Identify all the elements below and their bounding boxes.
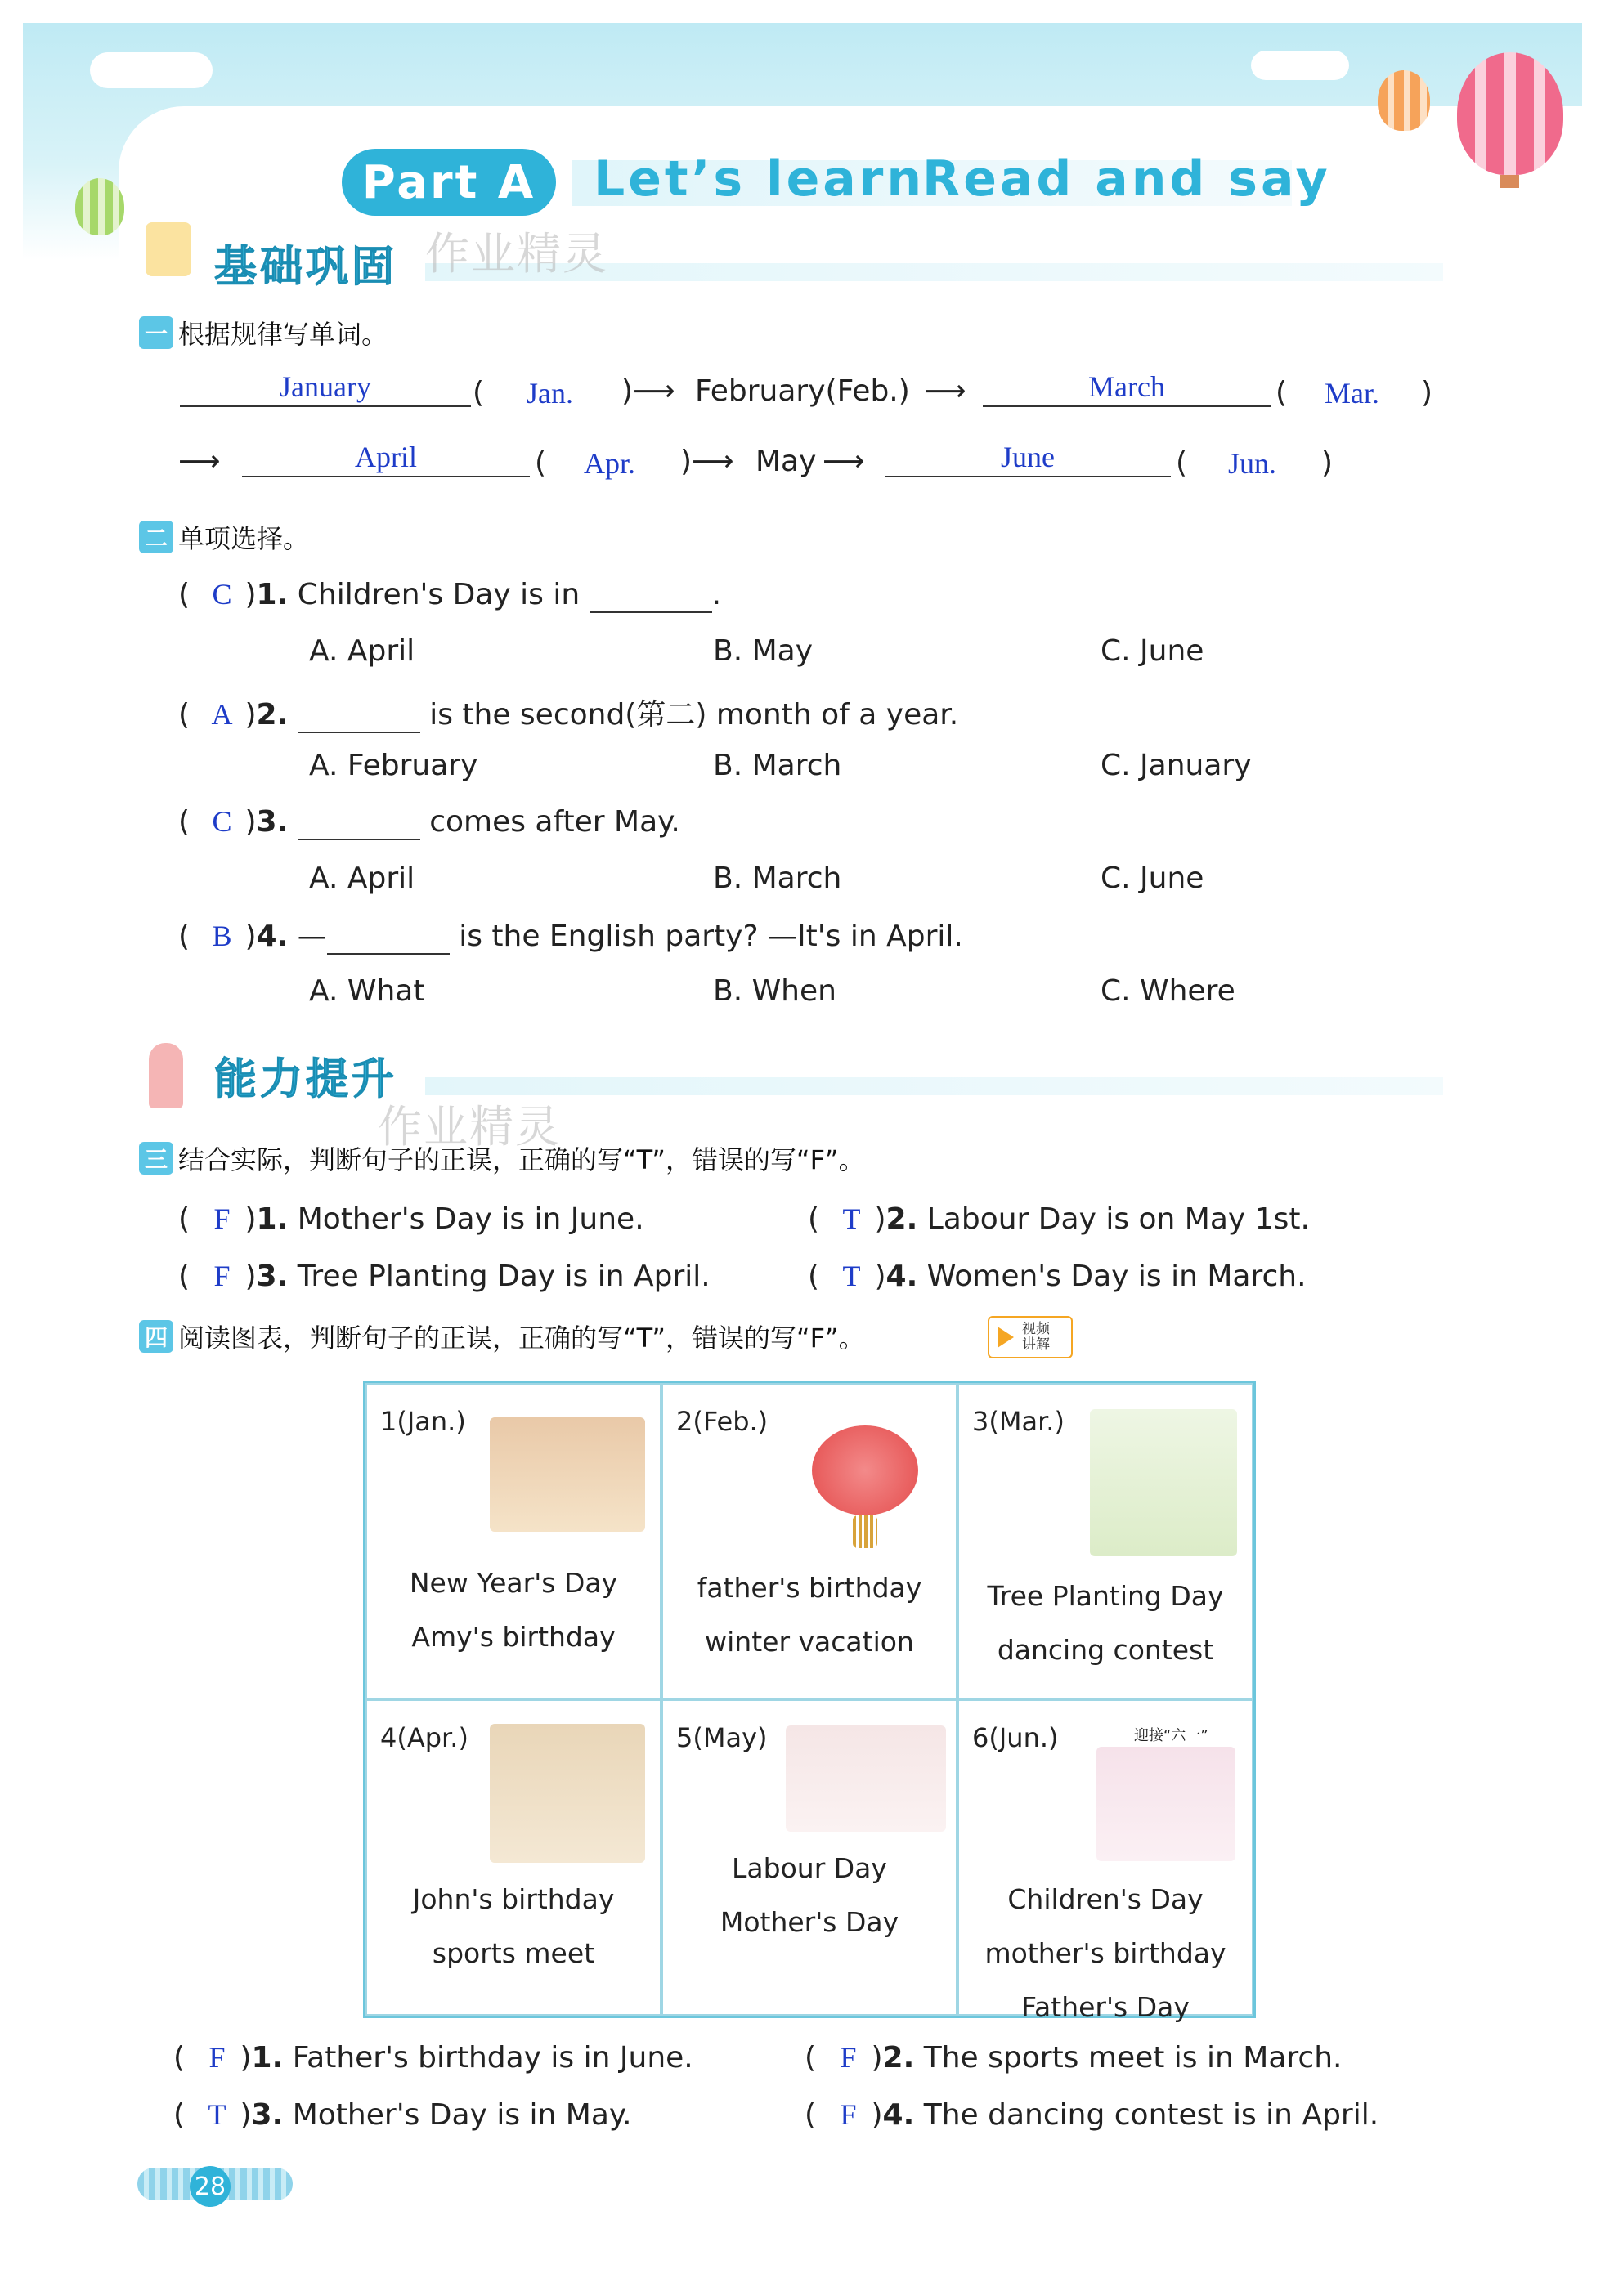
answer-jun: Jun. — [1228, 447, 1277, 480]
mc-question-1: ( C )1. Children's Day is in . — [178, 578, 722, 611]
table-cell-mar — [957, 1383, 1253, 1699]
section-title-basic: 基础巩固 — [214, 243, 398, 292]
event: John's birthday — [412, 1883, 615, 1915]
cell-events — [663, 1561, 956, 1669]
mc-number: 2. — [256, 698, 289, 732]
cloud-decoration — [1251, 51, 1349, 80]
event: Father's Day — [1021, 1991, 1190, 2023]
watermark: 作业精灵 — [378, 1101, 561, 1152]
question-number: 二 — [139, 521, 173, 553]
blank — [590, 578, 712, 613]
hot-air-balloon-icon — [1457, 52, 1563, 175]
event: winter vacation — [705, 1626, 914, 1658]
question-3-heading — [139, 1139, 865, 1177]
mc-number: 4. — [256, 920, 289, 953]
question-4-heading — [139, 1318, 865, 1355]
paren-open: ( — [1176, 446, 1188, 480]
event: father's birthday — [697, 1572, 922, 1604]
sports-meet-picture — [490, 1724, 645, 1863]
tf-text: Mother's Day is in May. — [292, 2098, 632, 2132]
tf-item: ( T )2. Labour Day is on May 1st. — [808, 1202, 1310, 1236]
header-title-lets-learn: Let’s learn — [594, 150, 926, 208]
option-c: C. June — [1101, 862, 1204, 895]
watermark: 作业精灵 — [425, 228, 608, 280]
option-c: C. June — [1101, 634, 1204, 668]
tf-number: 2. — [885, 1202, 918, 1236]
tf-item: ( F )1. Father's birthday is in June. — [173, 2041, 693, 2074]
arrow: ⟶ — [823, 445, 865, 478]
mc-text: . — [711, 578, 722, 611]
video-label-line: 讲解 — [1022, 1336, 1050, 1353]
section-band — [425, 1077, 1443, 1095]
tf-answer: F — [208, 2041, 226, 2074]
answer-march: March — [983, 369, 1271, 407]
tf-item: ( F )3. Tree Planting Day is in April. — [178, 1260, 711, 1293]
blank — [298, 805, 420, 840]
calendar-table — [363, 1381, 1256, 2023]
tf-text: Labour Day is on May 1st. — [926, 1202, 1310, 1236]
paren-close: ) — [1321, 446, 1334, 480]
cell-month: 6(Jun.) — [972, 1722, 1059, 1753]
mc-answer: B — [212, 920, 232, 952]
page-number: 28 — [190, 2166, 231, 2207]
paren-open: ( — [473, 376, 485, 410]
option-b: B. March — [713, 862, 842, 895]
answer-mar: Mar. — [1325, 377, 1379, 410]
header-title-read-and-say: Read and say — [922, 150, 1331, 208]
paren-arrow: )⟶ — [621, 374, 675, 408]
arrow: ⟶ — [924, 374, 966, 408]
labour-day-picture — [786, 1725, 946, 1832]
tree-planting-picture — [1090, 1409, 1237, 1556]
mc-text: — — [297, 920, 327, 953]
tf-answer: T — [842, 1260, 861, 1292]
tf-answer: F — [213, 1202, 231, 1235]
cell-month: 4(Apr.) — [380, 1722, 468, 1753]
paren-open: ( — [535, 446, 547, 480]
question-instruction: 根据规律写单词。 — [178, 319, 388, 350]
arrow: ⟶ — [178, 445, 221, 478]
cell-events — [959, 1569, 1252, 1677]
tf-number: 1. — [251, 2041, 284, 2074]
mc-text: is the English party? —It's in April. — [459, 920, 963, 953]
mc-answer: C — [212, 578, 232, 611]
paren-open: ( — [1275, 376, 1288, 410]
play-icon — [998, 1327, 1014, 1348]
video-button[interactable] — [988, 1316, 1073, 1358]
event: Tree Planting Day — [987, 1580, 1224, 1612]
section-title-ability: 能力提升 — [214, 1055, 398, 1104]
question-1-heading — [139, 314, 388, 351]
tf-item: ( T )4. Women's Day is in March. — [808, 1260, 1307, 1293]
question-number: 三 — [139, 1142, 173, 1175]
month-february: February(Feb.) — [695, 374, 910, 408]
mc-text: Children's Day is in — [297, 578, 581, 611]
blank — [327, 920, 450, 955]
tf-text: The sports meet is in March. — [923, 2041, 1343, 2074]
cloud-decoration — [90, 52, 213, 88]
tf-text: Father's birthday is in June. — [292, 2041, 693, 2074]
mc-question-3: ( C )3. comes after May. — [178, 805, 680, 839]
event: mother's birthday — [984, 1937, 1226, 1969]
tf-text: Tree Planting Day is in April. — [297, 1260, 711, 1293]
month-may: May — [755, 445, 817, 478]
answer-april: April — [242, 440, 530, 477]
lantern-tassel-icon — [853, 1515, 877, 1548]
childrens-day-picture — [1096, 1747, 1235, 1861]
tf-item: ( F )2. The sports meet is in March. — [805, 2041, 1343, 2074]
hot-air-balloon-icon — [75, 178, 124, 235]
question-instruction: 结合实际，判断句子的正误，正确的写“T”，错误的写“F”。 — [178, 1144, 865, 1175]
tf-number: 3. — [256, 1260, 289, 1293]
tf-number: 4. — [885, 1260, 918, 1293]
option-c: C. January — [1101, 749, 1252, 782]
option-a: A. April — [309, 634, 415, 668]
video-label — [1022, 1322, 1050, 1353]
cell-events — [663, 1842, 956, 1949]
cell-month: 3(Mar.) — [972, 1406, 1065, 1437]
option-b: B. May — [713, 634, 814, 668]
video-label-line: 视频 — [1022, 1321, 1050, 1337]
book-icon — [146, 222, 191, 276]
mc-question-4: ( B )4. — is the English party? —It's in April. — [178, 920, 963, 953]
tf-text: Mother's Day is in June. — [297, 1202, 644, 1236]
tf-item: ( F )1. Mother's Day is in June. — [178, 1202, 644, 1236]
tf-number: 3. — [251, 2098, 284, 2132]
event: Labour Day — [732, 1852, 887, 1884]
option-a: A. February — [309, 749, 478, 782]
mc-answer: A — [211, 698, 233, 731]
banner-text: 迎接“六一” — [1134, 1727, 1208, 1744]
question-number: 四 — [139, 1320, 173, 1353]
part-label: Part A — [342, 149, 556, 216]
blank — [298, 698, 420, 733]
event: sports meet — [432, 1937, 595, 1969]
question-number: 一 — [139, 316, 173, 349]
tf-text: The dancing contest is in April. — [923, 2098, 1379, 2132]
tf-text: Women's Day is in March. — [926, 1260, 1307, 1293]
balloon-basket-icon — [1500, 175, 1519, 188]
answer-apr: Apr. — [584, 447, 635, 480]
cell-events — [367, 1873, 660, 1980]
cell-events — [959, 1873, 1252, 2034]
mc-text: is the second(第二) month of a year. — [429, 698, 959, 732]
rocket-icon — [149, 1043, 183, 1108]
cell-month: 2(Feb.) — [676, 1406, 769, 1437]
answer-june: June — [885, 440, 1171, 477]
option-a: A. What — [309, 974, 425, 1008]
table-cell-apr — [365, 1699, 661, 2016]
paren-close: ) — [1421, 376, 1433, 410]
mc-question-2: ( A )2. is the second(第二) month of a year. — [178, 698, 959, 732]
option-b: B. When — [713, 974, 836, 1008]
new-year-street-picture — [490, 1417, 645, 1532]
mc-number: 3. — [256, 805, 289, 839]
cell-month: 1(Jan.) — [380, 1406, 466, 1437]
cell-events — [367, 1556, 660, 1664]
paren-arrow: )⟶ — [680, 445, 734, 478]
mc-answer: C — [212, 805, 232, 838]
table-cell-jan — [365, 1383, 661, 1699]
tf-number: 1. — [256, 1202, 289, 1236]
event: Mother's Day — [720, 1906, 899, 1938]
red-lantern-picture — [812, 1425, 918, 1515]
option-a: A. April — [309, 862, 415, 895]
mc-text: comes after May. — [429, 805, 680, 839]
table-cell-feb — [661, 1383, 957, 1699]
tf-answer: T — [842, 1202, 861, 1235]
tf-number: 4. — [882, 2098, 915, 2132]
event: Amy's birthday — [411, 1621, 616, 1653]
question-2-heading — [139, 518, 309, 556]
tf-number: 2. — [882, 2041, 915, 2074]
table-cell-may — [661, 1699, 957, 2016]
tf-answer: T — [208, 2098, 226, 2131]
cell-month: 5(May) — [676, 1722, 768, 1753]
mc-number: 1. — [256, 578, 289, 611]
tf-item: ( F )4. The dancing contest is in April. — [805, 2098, 1379, 2132]
option-c: C. Where — [1101, 974, 1235, 1008]
question-instruction: 单项选择。 — [178, 523, 310, 554]
event: New Year's Day — [409, 1567, 618, 1599]
answer-january: January — [180, 369, 471, 407]
tf-answer: F — [840, 2041, 857, 2074]
option-b: B. March — [713, 749, 842, 782]
table-cell-jun — [957, 1699, 1253, 2023]
tf-answer: F — [840, 2098, 857, 2131]
event: dancing contest — [997, 1634, 1214, 1666]
answer-jan: Jan. — [527, 377, 573, 410]
question-instruction: 阅读图表，判断句子的正误，正确的写“T”，错误的写“F”。 — [178, 1323, 865, 1354]
hot-air-balloon-icon — [1378, 70, 1430, 131]
tf-item: ( T )3. Mother's Day is in May. — [173, 2098, 632, 2132]
event: Children's Day — [1007, 1883, 1204, 1915]
tf-answer: F — [213, 1260, 231, 1292]
